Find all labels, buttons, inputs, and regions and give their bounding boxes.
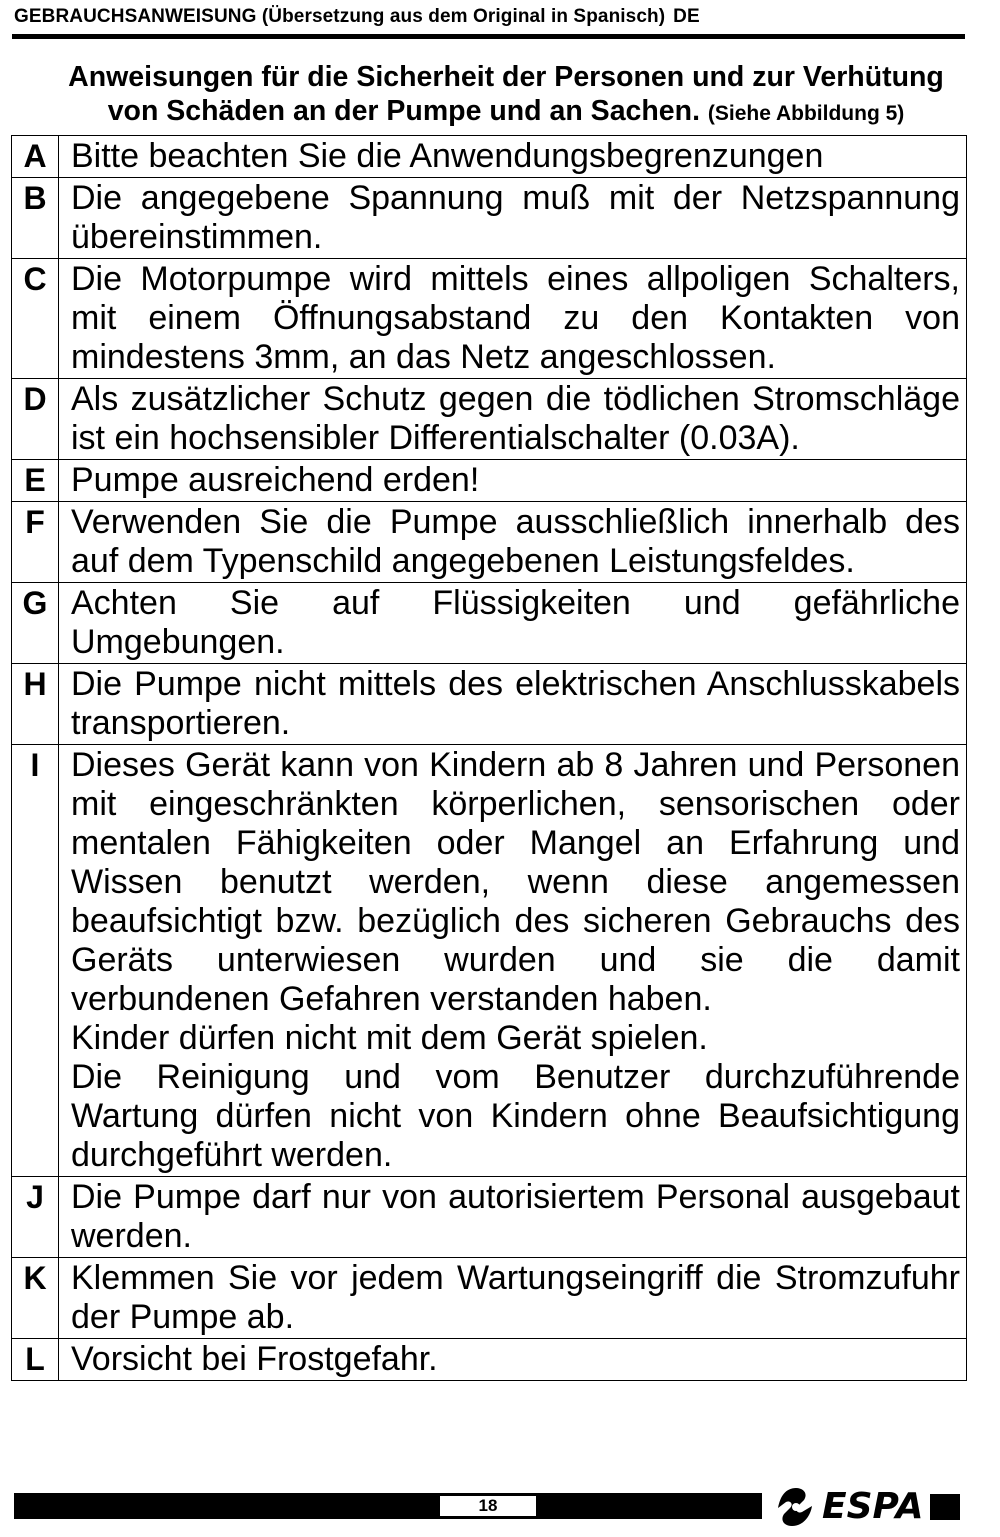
rule-text [59,502,967,583]
language-code: DE [673,6,700,27]
rule-letter: C [12,259,59,379]
rule-letter: I [12,745,59,1177]
rule-text [59,178,967,259]
figure-reference: (Siehe Abbildung 5) [707,102,905,125]
brand-name: ESPA [822,1486,924,1527]
rule-letter: K [12,1258,59,1339]
rule-paragraph: Klemmen Sie vor jedem Wartungseingriff die Stromzufuhr der Pumpe ab. [71,1259,960,1336]
rule-letter: D [12,379,59,460]
rule-paragraph: Die angegebene Spannung muß mit der Netzspannung übereinstimmen. [71,179,960,256]
footer-bar [14,1493,762,1519]
header-title: GEBRAUCHSANWEISUNG (Übersetzung aus dem Original in Spanisch) [14,6,666,27]
safety-rules-body [12,136,967,1381]
rule-text [59,583,967,664]
rule-text [59,1339,967,1381]
rule-letter: E [12,460,59,502]
rule-paragraph: Bitte beachten Sie die Anwendungsbegrenzungen [71,137,824,175]
rule-paragraph: Achten Sie auf Flüssigkeiten und gefährliche Umgebungen. [71,584,960,661]
rule-row [12,460,967,502]
rule-row [12,583,967,664]
rule-letter: J [12,1177,59,1258]
rule-row [12,379,967,460]
rule-paragraph: Kinder dürfen nicht mit dem Gerät spielen. [71,1019,708,1057]
rule-row [12,1177,967,1258]
header-rule [12,34,965,39]
rule-paragraph: Verwenden Sie die Pumpe ausschließlich innerhalb des auf dem Typenschild angegebenen Leistungsfeldes. [71,503,960,580]
rule-row [12,1339,967,1381]
rule-letter: H [12,664,59,745]
rule-row [12,136,967,178]
rule-text [59,1177,967,1258]
section-title-line2-text: von Schäden an der Pumpe und an Sachen. [107,95,700,127]
rule-text [59,379,967,460]
document-header [14,6,964,28]
rule-text [59,745,967,1177]
rule-paragraph: Pumpe ausreichend erden! [71,461,480,499]
rule-paragraph: Als zusätzlicher Schutz gegen die tödlichen Stromschläge ist ein hochsensibler Differentialschalter (0.03A). [71,380,960,457]
rule-paragraph: Vorsicht bei Frostgefahr. [71,1340,438,1378]
espa-swirl-logo-icon [774,1484,818,1530]
rule-text [59,259,967,379]
rule-text [59,664,967,745]
rule-letter: F [12,502,59,583]
rule-letter: B [12,178,59,259]
rule-text [59,136,967,178]
safety-rules-table [11,135,967,1381]
footer-end-block [930,1494,960,1520]
rule-paragraph: Die Pumpe nicht mittels des elektrischen Anschlusskabels transportieren. [71,665,960,742]
rule-paragraph: Die Motorpumpe wird mittels eines allpoligen Schalters, mit einem Öffnungsabstand zu den Kontakten von mindestens 3mm, an das Netz angeschlossen. [71,260,960,376]
rule-text [59,1258,967,1339]
rule-letter: L [12,1339,59,1381]
rule-paragraph: Die Reinigung und vom Benutzer durchzuführende Wartung dürfen nicht von Kindern ohne Beaufsichtigung durchgeführt werden. [71,1058,960,1174]
rule-text [59,460,967,502]
rule-row [12,1258,967,1339]
rule-paragraph: Dieses Gerät kann von Kindern ab 8 Jahren und Personen mit eingeschränkten körperlichen, sensorischen oder mentalen Fähigkeiten oder Mangel an Erfahrung und Wissen benutzt werden, wenn diese angemessen beaufsichtigt bzw. bezüglich des sicheren Gebrauchs des Geräts unterwiesen wurden und sie die damit verbundenen Gefahren verstanden haben. [71,746,960,1018]
rule-paragraph: Die Pumpe darf nur von autorisiertem Personal ausgebaut werden. [71,1178,960,1255]
rule-row [12,502,967,583]
section-title [12,60,1000,131]
page-number: 18 [440,1496,536,1516]
espa-logo [774,1484,923,1530]
rule-row [12,664,967,745]
rule-letter: G [12,583,59,664]
rule-row [12,745,967,1177]
rule-row [12,259,967,379]
section-title-line1: Anweisungen für die Sicherheit der Personen und zur Verhütung [68,61,944,93]
section-title-line2 [12,94,1000,131]
rule-letter: A [12,136,59,178]
rule-row [12,178,967,259]
